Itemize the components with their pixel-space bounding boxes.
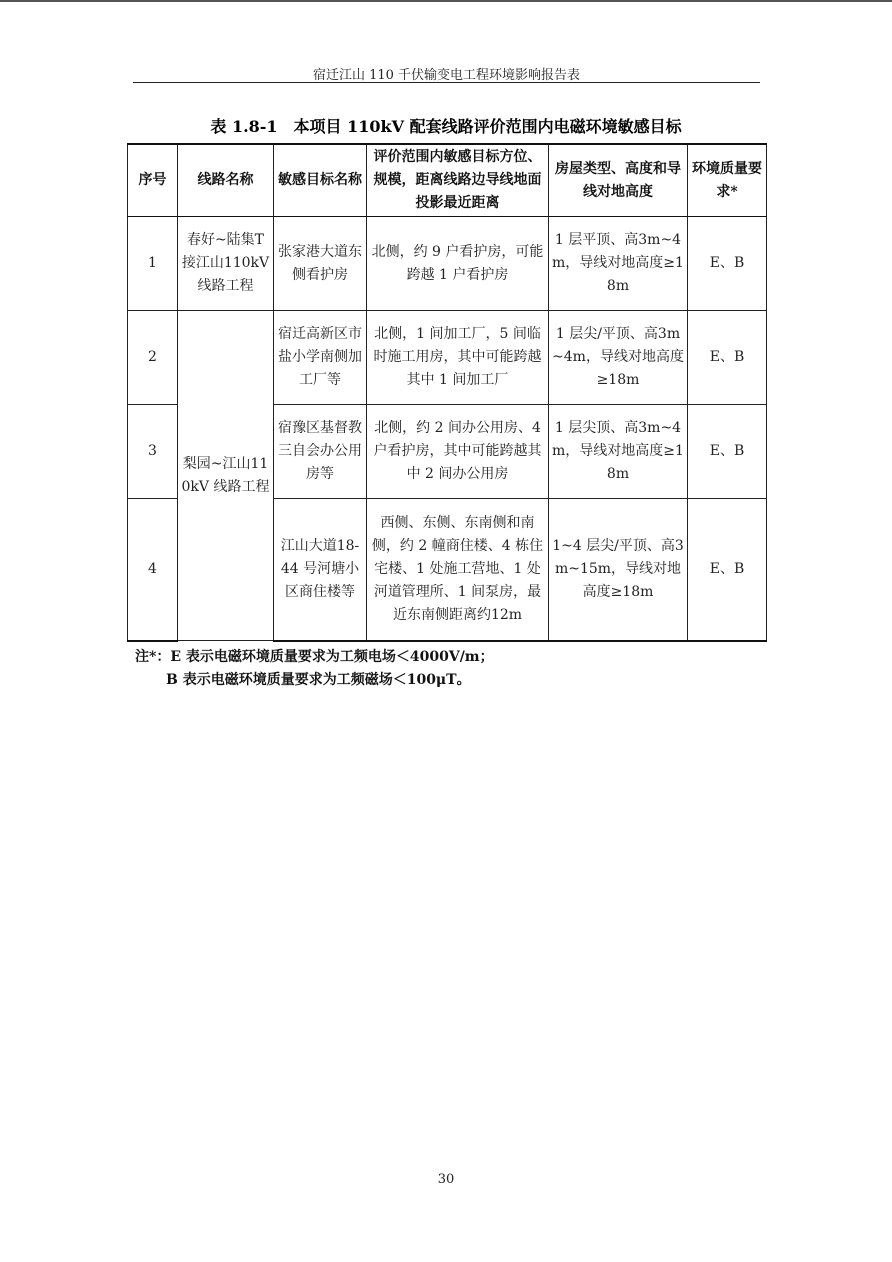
sensitive-targets-table <box>127 143 767 642</box>
cell-house: 1 层尖顶、高3m~4m，导线对地高度≥18m <box>549 405 688 499</box>
header-rule <box>133 82 760 83</box>
table-row <box>128 311 767 405</box>
cell-no: 4 <box>128 499 178 641</box>
cell-position: 西侧、东侧、东南侧和南侧，约 2 幢商住楼、4 栋住宅楼、1 处施工营地、1 处河道管理所、1 间泵房，最近东南侧距离约12m <box>367 499 549 641</box>
table-header-row <box>128 144 767 217</box>
cell-line-merged: 梨园~江山110kV 线路工程 <box>178 311 274 641</box>
cell-quality: E、B <box>688 499 767 641</box>
cell-position: 北侧，1 间加工厂，5 间临时施工用房，其中可能跨越其中 1 间加工厂 <box>367 311 549 405</box>
column-header-target: 敏感目标名称 <box>274 144 367 217</box>
column-header-line: 线路名称 <box>178 144 274 217</box>
cell-target: 张家港大道东侧看护房 <box>274 217 367 311</box>
cell-no: 1 <box>128 217 178 311</box>
page-top-border <box>0 0 892 2</box>
table-row <box>128 217 767 311</box>
cell-quality: E、B <box>688 217 767 311</box>
running-header: 宿迁江山 110 千伏输变电工程环境影响报告表 <box>312 68 581 83</box>
cell-line: 春好~陆集T 接江山110kV 线路工程 <box>178 217 274 311</box>
column-header-quality: 环境质量要求* <box>688 144 767 217</box>
cell-house: 1~4 层尖/平顶、高3m~15m，导线对地高度≥18m <box>549 499 688 641</box>
cell-target: 江山大道18-44 号河塘小区商住楼等 <box>274 499 367 641</box>
cell-position: 北侧，约 2 间办公用房、4 户看护房，其中可能跨越其中 2 间办公用房 <box>367 405 549 499</box>
cell-no: 3 <box>128 405 178 499</box>
cell-no: 2 <box>128 311 178 405</box>
table-notes <box>135 646 494 692</box>
cell-house: 1 层平顶、高3m~4m，导线对地高度≥18m <box>549 217 688 311</box>
cell-target: 宿迁高新区市盐小学南侧加工厂等 <box>274 311 367 405</box>
note-b: B 表示电磁环境质量要求为工频磁场＜100μT。 <box>166 672 471 688</box>
cell-house: 1 层尖/平顶、高3m~4m，导线对地高度≥18m <box>549 311 688 405</box>
column-header-no: 序号 <box>128 144 178 217</box>
cell-position: 北侧，约 9 户看护房，可能跨越 1 户看护房 <box>367 217 549 311</box>
cell-target: 宿豫区基督教三自会办公用房等 <box>274 405 367 499</box>
column-header-position: 评价范围内敏感目标方位、规模，距离线路边导线地面投影最近距离 <box>367 144 549 217</box>
cell-quality: E、B <box>688 405 767 499</box>
note-e: 注*：E 表示电磁环境质量要求为工频电场＜4000V/m； <box>135 649 494 665</box>
column-header-house: 房屋类型、高度和导线对地高度 <box>549 144 688 217</box>
table-title: 表 1.8-1 本项目 110kV 配套线路评价范围内电磁环境敏感目标 <box>210 117 682 136</box>
page-number: 30 <box>437 1172 455 1187</box>
cell-quality: E、B <box>688 311 767 405</box>
